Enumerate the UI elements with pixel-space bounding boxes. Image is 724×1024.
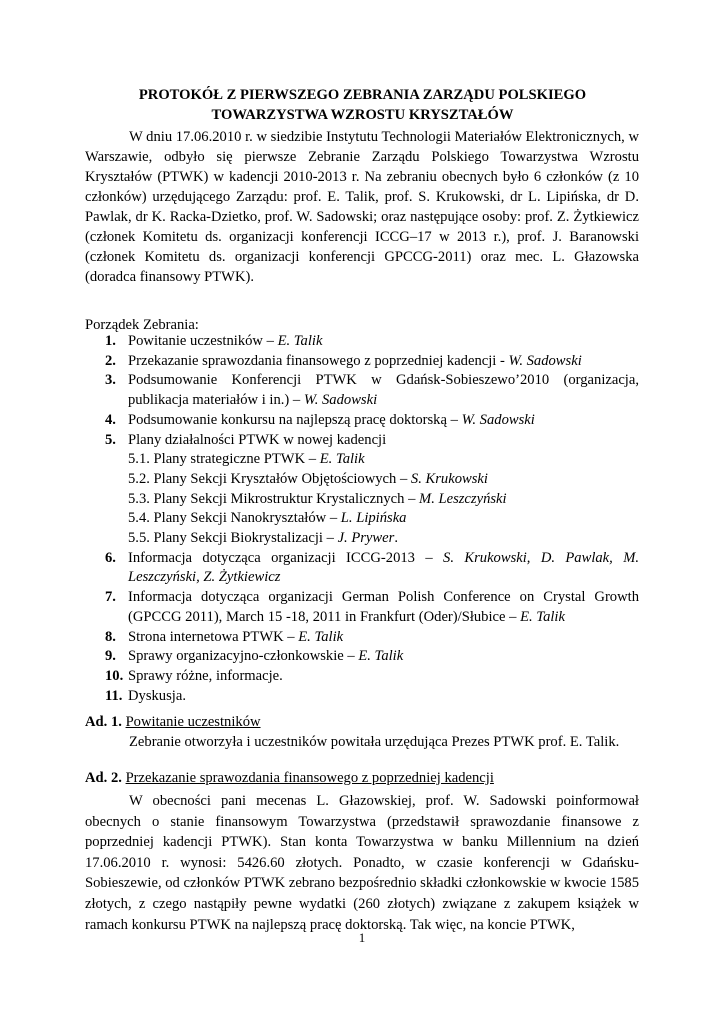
- agenda-item-number: 6.: [105, 549, 116, 566]
- agenda-item-suffix: .: [394, 530, 398, 547]
- agenda-heading: Porządek Zebrania:: [85, 317, 199, 333]
- agenda-item-person: E. Talik: [520, 608, 565, 625]
- agenda-item-number: 5.: [105, 431, 116, 448]
- agenda-item-text: Przekazanie sprawozdania finansowego z poprzedniej kadencji -: [128, 352, 509, 369]
- agenda-item-text: 5.2. Plany Sekcji Kryształów Objętościowych –: [128, 470, 411, 487]
- intro-paragraph: W dniu 17.06.2010 r. w siedzibie Instytutu Technologii Materiałów Elektronicznych, w Warszawie, odbyło się pierwsze Zebranie Zarządu Polskiego Towarzystwa Wzrostu Kryształów (PTWK) w kadencji 2010-2013 r. Na zebraniu obecnych było 6 członków (z 10 członków) urzędującego Zarządu: prof. E. Talik, prof. S. Krukowski, dr L. Lipińska, dr D. Pawlak, dr K. Racka-Dzietko, prof. W. Sadowski; oraz następujące osoby: prof. Z. Żytkiewicz (członek Komitetu ds. organizacji konferencji ICCG–17 w 2013 r.), prof. J. Baranowski (członek Komitetu ds. organizacji konferencji GPCCG-2011) oraz mec. L. Głazowska (doradca finansowy PTWK).: [85, 129, 639, 285]
- document-title: [85, 85, 640, 125]
- ad1-heading-line: [85, 712, 639, 732]
- agenda-item-person: W. Sadowski: [303, 392, 378, 409]
- agenda-item-person: S. Krukowski, D. Pawlak, M. Leszczyński, Z. Żytkiewicz: [128, 549, 639, 586]
- agenda-item-text: Powitanie uczestników –: [128, 333, 278, 349]
- agenda-item-number: 4.: [105, 411, 116, 428]
- agenda-item-number: 10.: [105, 667, 124, 684]
- title-line-2: TOWARZYSTWA WZROSTU KRYSZTAŁÓW: [211, 107, 514, 123]
- agenda-item: [85, 371, 639, 410]
- agenda-list: [85, 332, 639, 706]
- agenda-item-person: L. Lipińska: [340, 510, 407, 527]
- ad2-heading: Przekazanie sprawozdania finansowego z poprzedniej kadencji: [125, 770, 494, 786]
- agenda-item-text: Podsumowanie Konferencji PTWK w Gdańsk-Sobieszewo’2010 (organizacja, publikacja materiałów i in.) –: [128, 372, 639, 409]
- agenda-item-text: Sprawy różne, informacje.: [128, 667, 283, 684]
- agenda-item-person: M. Leszczyński: [419, 490, 507, 507]
- title-line-1: PROTOKÓŁ Z PIERWSZEGO ZEBRANIA ZARZĄDU POLSKIEGO: [138, 87, 587, 103]
- agenda-item: [85, 687, 639, 707]
- agenda-item: [85, 509, 639, 529]
- agenda-item-person: S. Krukowski: [410, 470, 488, 487]
- agenda-item-text: Strona internetowa PTWK –: [128, 628, 299, 645]
- agenda-item-text: 5.1. Plany strategiczne PTWK –: [128, 451, 320, 468]
- agenda-item: [85, 411, 639, 431]
- agenda-item: [85, 529, 639, 549]
- agenda-item-text: Sprawy organizacyjno-członkowskie –: [128, 648, 359, 665]
- agenda-item: [85, 352, 639, 372]
- agenda-item-person: W. Sadowski: [508, 352, 582, 369]
- agenda-item-text: Informacja dotycząca organizacji ICCG-2013 –: [128, 549, 444, 566]
- agenda-item-person: W. Sadowski: [461, 411, 535, 428]
- ad2-heading-line: [85, 768, 639, 788]
- agenda-item-person: E. Talik: [298, 628, 344, 645]
- agenda-item-number: 9.: [105, 648, 116, 665]
- agenda-item-number: 2.: [105, 352, 116, 369]
- ad2-body: W obecności pani mecenas L. Głazowskiej, prof. W. Sadowski poinformował obecnych o stanie finansowym Towarzystwa (przedstawił sprawozdanie finansowe z poprzedniej kadencji PTWK). Stan konta Towarzystwa w banku Millennium na dzień 17.06.2010 r. wynosi: 5426.60 złotych. Ponadto, w czasie konferencji w Gdańsku-Sobieszewie, od członków PTWK zebrano bezpośrednio składki członkowskie w kwocie 1585 złotych, z czego nastąpiły pewne wydatki (260 złotych) związane z zakupem książek w ramach konkursu PTWK na najlepszą pracę doktorską. Tak więc, na koncie PTWK,: [85, 793, 640, 933]
- agenda-item: [85, 549, 639, 588]
- agenda-item-number: 8.: [105, 628, 116, 645]
- page-number: 1: [358, 930, 366, 945]
- agenda-item-text: 5.3. Plany Sekcji Mikrostruktur Krystalicznych –: [128, 490, 420, 507]
- agenda-item-text: 5.4. Plany Sekcji Nanokryształów –: [128, 510, 341, 527]
- agenda-item: [85, 667, 639, 687]
- agenda-item-number: 11.: [105, 687, 123, 704]
- agenda-item-number: 1.: [105, 333, 116, 349]
- ad1-heading: Powitanie uczestników: [125, 714, 261, 730]
- ad1-label: Ad. 1.: [85, 714, 122, 730]
- ad1-body: Zebranie otworzyła i uczestników powitała urzędująca Prezes PTWK prof. E. Talik.: [129, 734, 620, 750]
- agenda-item-text: Podsumowanie konkursu na najlepszą pracę doktorską –: [128, 411, 462, 428]
- agenda-item-person: J. Prywer: [337, 530, 395, 547]
- agenda-item: [85, 450, 639, 470]
- agenda-item: [85, 647, 639, 667]
- agenda-item: [85, 332, 639, 352]
- agenda-item-text: Plany działalności PTWK w nowej kadencji: [128, 431, 387, 448]
- agenda-item-text: Dyskusja.: [128, 687, 186, 704]
- agenda-item: [85, 628, 639, 648]
- agenda-item: [85, 431, 639, 451]
- agenda-item-person: E. Talik: [319, 451, 365, 468]
- agenda-item-number: 3.: [105, 372, 116, 389]
- agenda-item-text: 5.5. Plany Sekcji Biokrystalizacji –: [128, 530, 338, 547]
- ad2-label: Ad. 2.: [85, 770, 122, 786]
- agenda-item-number: 7.: [105, 589, 116, 606]
- agenda-item: [85, 588, 639, 627]
- agenda-item-text: Informacja dotycząca organizacji German Polish Conference on Crystal Growth (GPCCG 2011), March 15 -18, 2011 in Frankfurt (Oder)/Słubice –: [128, 589, 639, 625]
- agenda-item: [85, 470, 639, 490]
- agenda-item-person: E. Talik: [277, 333, 323, 349]
- agenda-item: [85, 490, 639, 510]
- agenda-item-person: E. Talik: [358, 648, 404, 665]
